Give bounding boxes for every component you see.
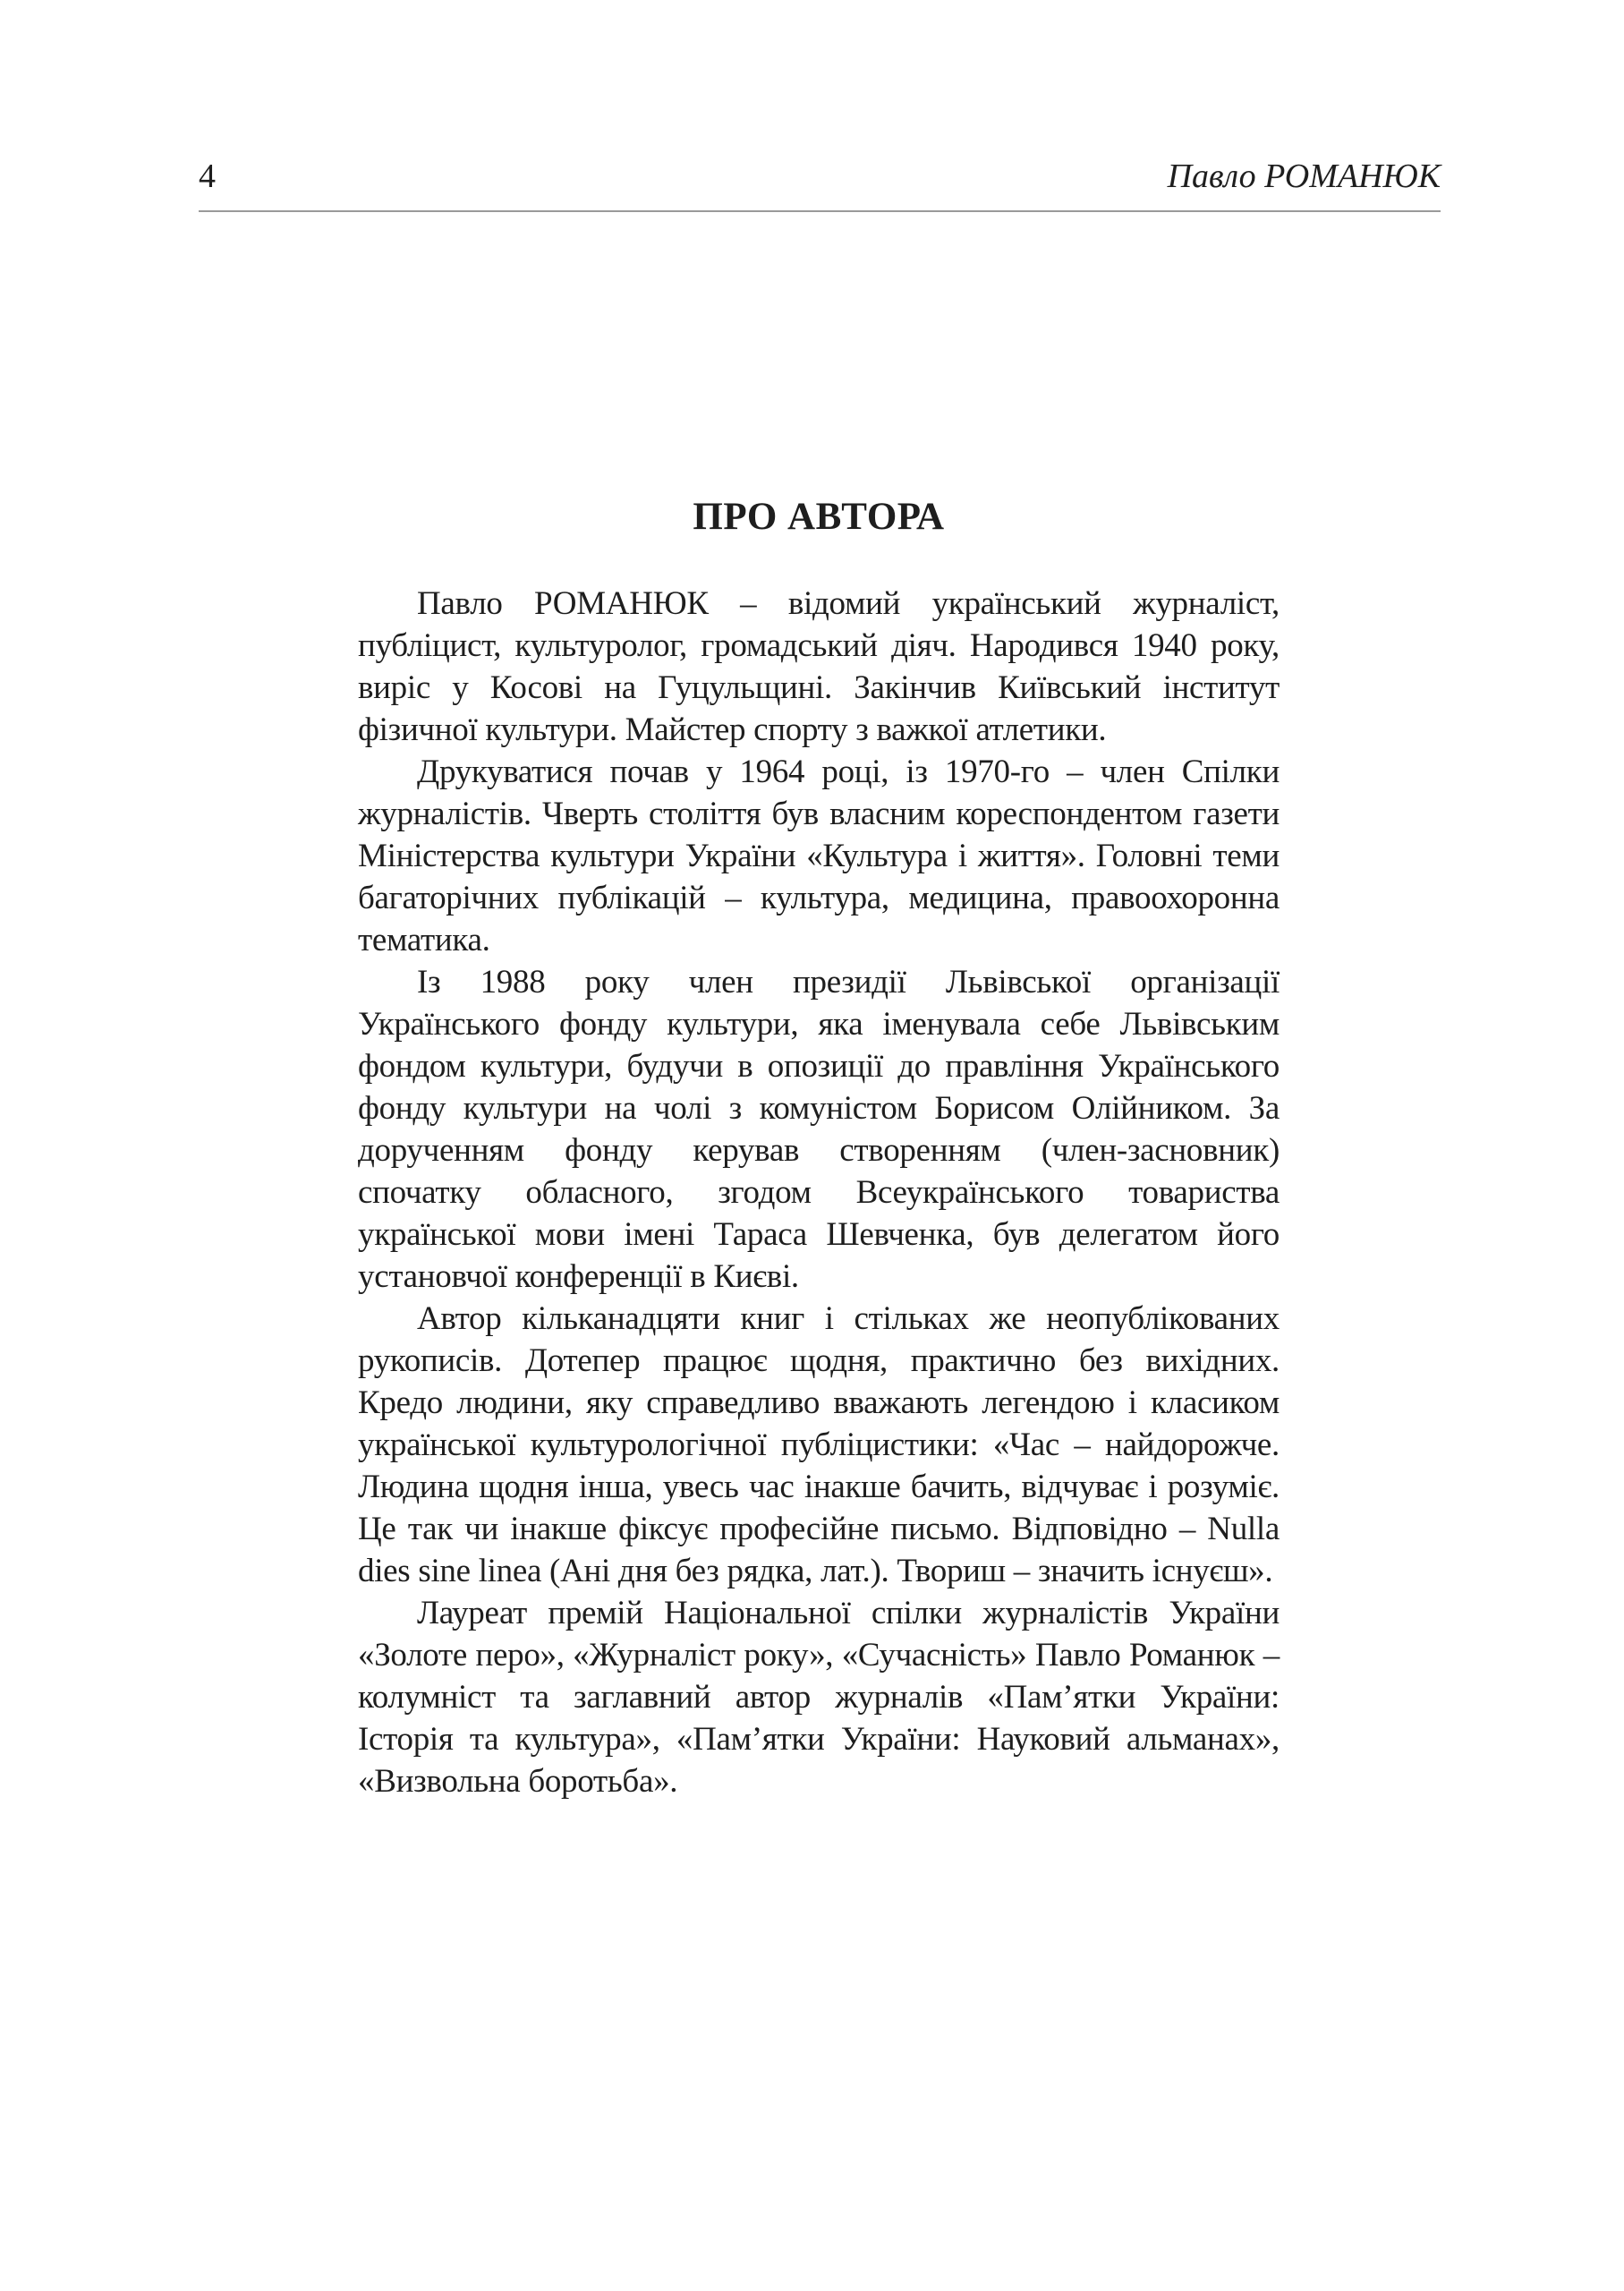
paragraph-culture-fund: Із 1988 року член президії Львівської організації Українського фонду культури, яка іменувала себе Львівським фондом культури, будучи в опозиції до правління Українського фонду культури на чолі з комуністом Борисом Олійником. За дорученням фонду керував створенням (член-засновник) спочатку обласного, згодом Всеукраїнського товариства української мови імені Тараса Шевченка, був делегатом його установчої конференції в Києві. (358, 964, 1280, 1295)
paragraph-journalism: Друкуватися почав у 1964 році, із 1970-го – член Спілки журналістів. Чверть століття був власним кореспондентом газети Міністерства культури України «Культура і життя». Головні теми багаторічних публікацій – культура, медицина, правоохоронна тематика. (358, 754, 1280, 958)
paragraph-books-credo: Автор кільканадцяти книг і стільках же неопублікованих рукописів. Дотепер працює щодня, практично без вихідних. Кредо людини, яку справедливо вважають легендою і класиком української культурологічної публіцистики: «Час – найдорожче. Людина щодня інша, увесь час інакше бачить, відчуває і розуміє. Це так чи інакше фіксує професійне письмо. Відповідно – Nulla dies sine linea (Ані дня без рядка, лат.). Твориш – значить існуєш». (358, 1300, 1280, 1589)
page-header (199, 154, 1441, 199)
body-text (358, 583, 1280, 1802)
page-number: 4 (199, 158, 216, 195)
running-head-author: Павло РОМАНЮК (1167, 158, 1441, 195)
paragraph-bio: Павло РОМАНЮК – відомий український журналіст, публіцист, культуролог, громадський діяч. Народився 1940 року, виріс у Косові на Гуцульщині. Закінчив Київський інститут фізичної культури. Майстер спорту з важкої атлетики. (358, 585, 1280, 748)
paragraph-awards: Лауреат премій Національної спілки журналістів України «Золоте перо», «Журналіст року», «Сучасність» Павло Романюк – колумніст та заглавний автор журналів «Пам’ятки України: Історія та культура», «Пам’ятки України: Науковий альманах», «Визвольна боротьба». (358, 1595, 1280, 1800)
section-title: ПРО АВТОРА (693, 496, 945, 538)
header-rule (199, 210, 1441, 212)
